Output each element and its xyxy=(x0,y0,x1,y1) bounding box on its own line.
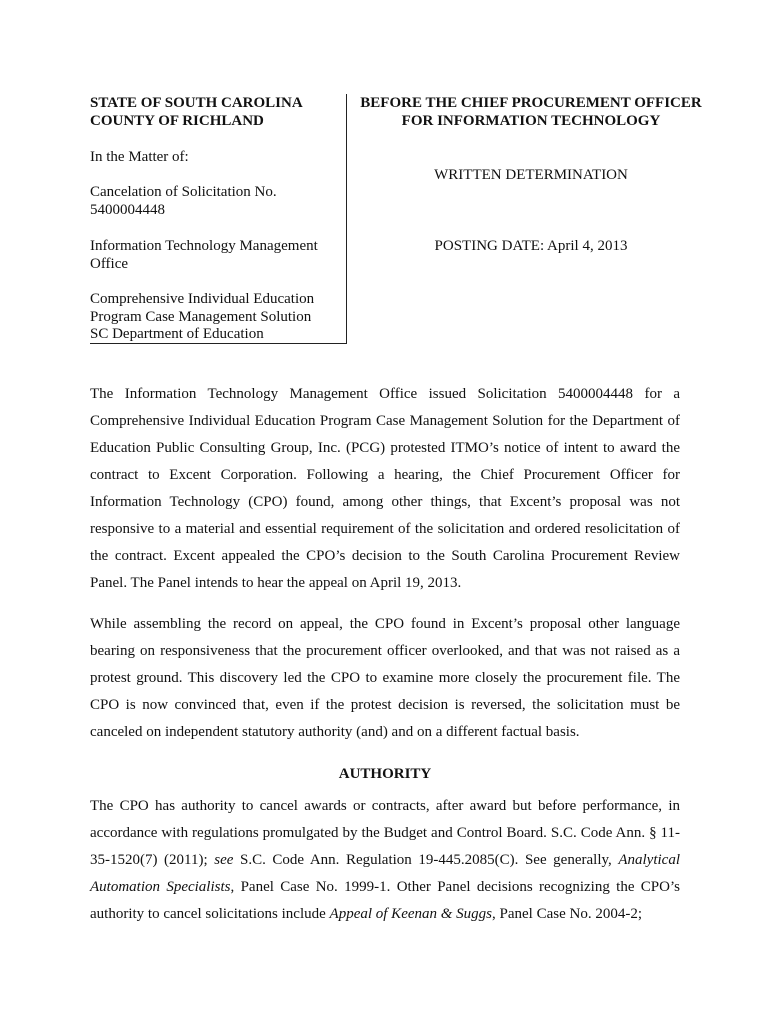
document-type: WRITTEN DETERMINATION xyxy=(434,167,628,183)
paragraph-2: While assembling the record on appeal, the CPO found in Excent’s proposal other language bearing on responsiveness that the procurement officer overlooked, and that was not raised as a protest ground. This discovery led the CPO to examine more closely the procurement file. The CPO is now convinced that, even if the protest decision is reversed, the solicitation must be canceled on independent statutory authority (and) and on a different factual basis. xyxy=(90,616,680,740)
matter-intro: In the Matter of: xyxy=(90,149,189,165)
paragraph-3 xyxy=(90,793,680,928)
project-line-3: SC Department of Education xyxy=(90,326,264,342)
office-line-1: Information Technology Management xyxy=(90,238,318,254)
project-line-2: Program Case Management Solution xyxy=(90,309,312,325)
cancelation-line-1: Cancelation of Solicitation No. xyxy=(90,184,277,200)
paragraph-3-part-c: , Panel Case No. 1999-1. Other Panel decisions recognizing the CPO’s authority to cancel solicitations include xyxy=(90,879,680,922)
paragraph-3-part-d: , Panel Case No. 2004-2; xyxy=(492,906,642,922)
office-line-2: Office xyxy=(90,256,129,272)
project-line-1: Comprehensive Individual Education xyxy=(90,291,315,307)
cancelation-line-2: 5400004448 xyxy=(90,202,165,218)
case-citation-analytical: Analytical Automation Specialists xyxy=(90,852,680,895)
case-caption-left xyxy=(90,94,347,344)
state-line: STATE OF SOUTH CAROLINA xyxy=(90,95,303,111)
authority-heading: AUTHORITY xyxy=(338,766,432,782)
title-line-1: BEFORE THE CHIEF PROCUREMENT OFFICER xyxy=(360,95,702,111)
paragraph-3-part-b: S.C. Code Ann. Regulation 19-445.2085(C). See generally, xyxy=(233,852,619,868)
case-citation-keenan: Appeal of Keenan & Suggs xyxy=(329,906,493,922)
paragraph-3-see: see xyxy=(214,852,234,868)
posting-date: POSTING DATE: April 4, 2013 xyxy=(434,238,628,254)
county-line: COUNTY OF RICHLAND xyxy=(90,113,264,129)
title-line-2: FOR INFORMATION TECHNOLOGY xyxy=(401,113,661,129)
paragraph-3-part-a: The CPO has authority to cancel awards or contracts, after award but before performance, in accordance with regulations promulgated by the Budget and Control Board. S.C. Code Ann. § 11-35-1520(7) (2011); xyxy=(90,798,680,868)
paragraph-1: The Information Technology Management Office issued Solicitation 5400004448 for a Comprehensive Individual Education Program Case Management Solution for the Department of Education Public Consulting Group, Inc. (PCG) protested ITMO’s notice of intent to award the contract to Excent Corporation. Following a hearing, the Chief Procurement Officer for Information Technology (CPO) found, among other things, that Excent’s proposal was not responsive to a material and essential requirement of the solicitation and ordered resolicitation of the contract. Excent appealed the CPO’s decision to the South Carolina Procurement Review Panel. The Panel intends to hear the appeal on April 19, 2013. xyxy=(90,386,680,591)
